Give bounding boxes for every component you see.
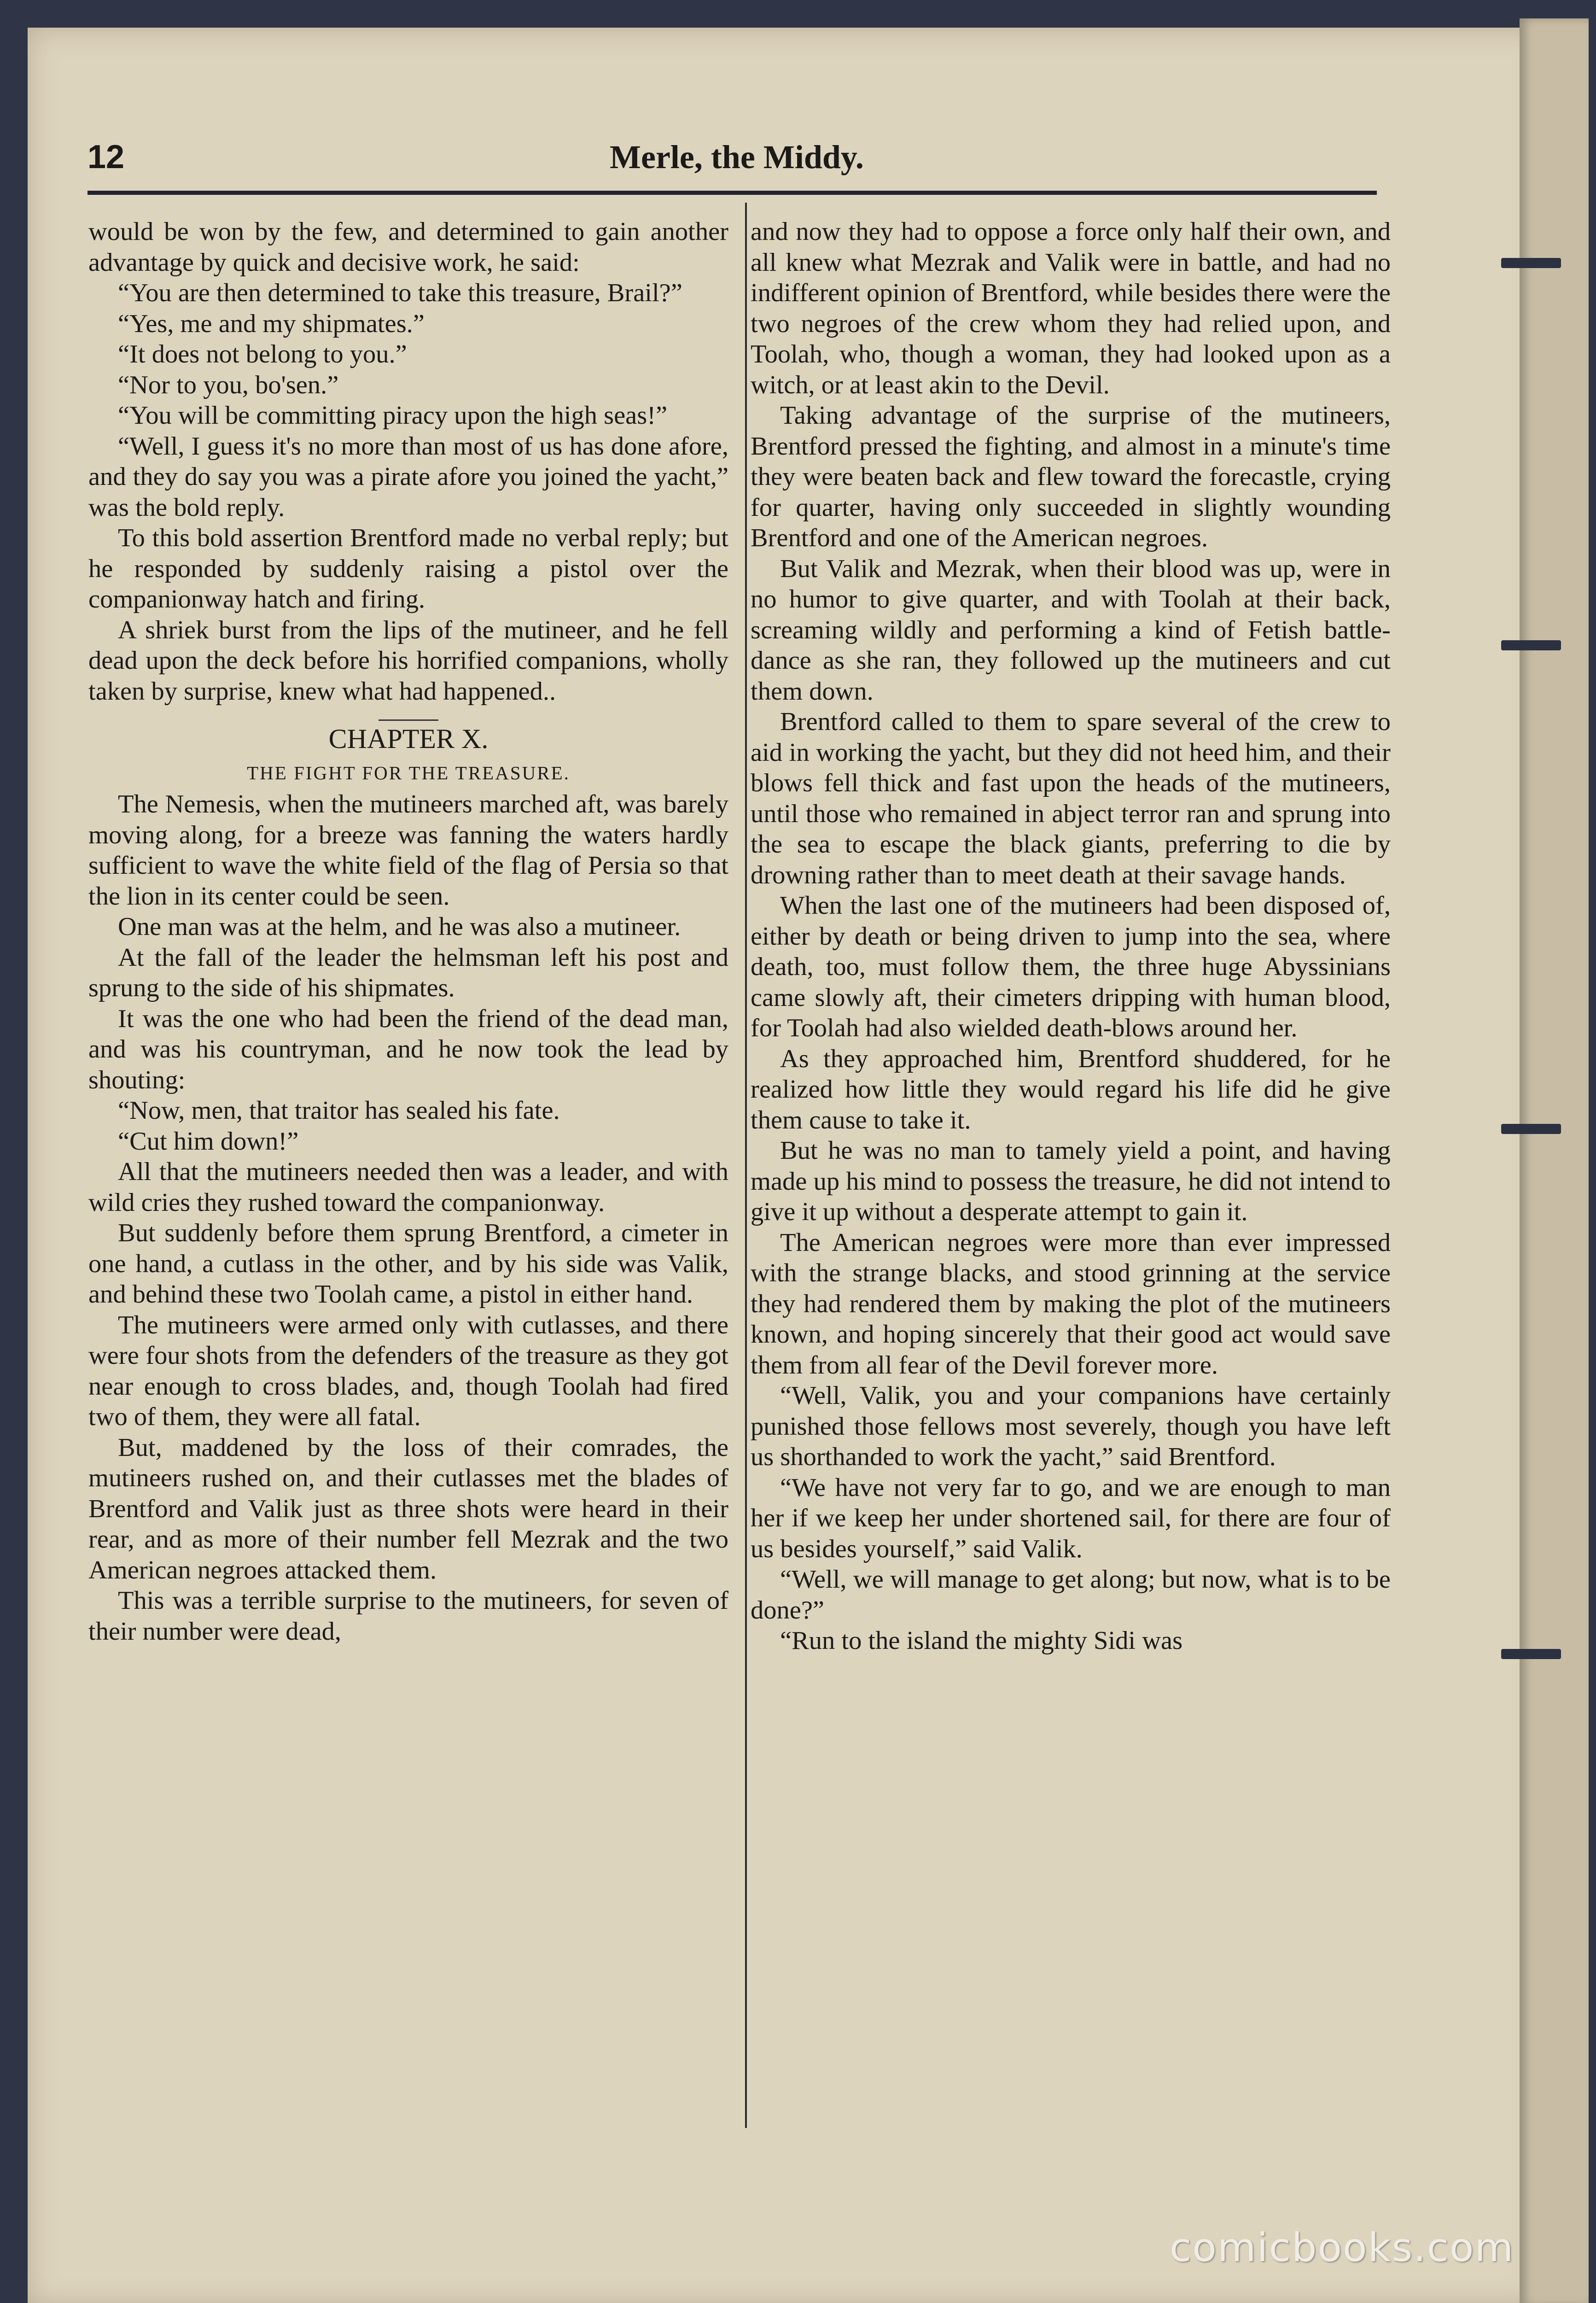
right-column xyxy=(751,216,1391,1656)
paragraph: The Nemesis, when the mutineers marched aft, was barely moving along, for a breeze was fanning the waters hardly sufficient to wave the white field of the flag of Persia so that the lion in its center could be seen. xyxy=(88,790,728,911)
paragraph: The mutineers were armed only with cutlasses, and there were four shots from the defenders of the treasure as they got near enough to cross blades, and, though Toolah had fired two of them, they were all fatal. xyxy=(88,1310,728,1431)
paragraph: “You are then determined to take this treasure, Brail?” xyxy=(118,279,682,307)
paragraph: At the fall of the leader the helmsman left his post and sprung to the side of his shipmates. xyxy=(88,943,728,1002)
paragraph: The American negroes were more than ever impressed with the strange blacks, and stood grinning at the service they had rendered them by making the plot of the mutineers known, and hoping sincerely that their good act would save them from all fear of the Devil forever more. xyxy=(751,1228,1391,1379)
paragraph: One man was at the helm, and he was also a mutineer. xyxy=(118,912,681,941)
running-title: Merle, the Middy. xyxy=(610,139,864,175)
paragraph: “Cut him down!” xyxy=(118,1127,299,1156)
binding-notch xyxy=(1501,1124,1561,1134)
page-number: 12 xyxy=(87,139,125,175)
paragraph: “Now, men, that traitor has sealed his fate. xyxy=(118,1096,560,1125)
paragraph: To this bold assertion Brentford made no verbal reply; but he responded by suddenly raising a pistol over the companionway hatch and firing. xyxy=(88,524,728,614)
paragraph: “We have not very far to go, and we are enough to man her if we keep her under shortened sail, for there are four of us besides yourself,” said Valik. xyxy=(751,1473,1391,1563)
paragraph: All that the mutineers needed then was a leader, and with wild cries they rushed toward the companionway. xyxy=(88,1157,728,1217)
paragraph: As they approached him, Brentford shuddered, for he realized how little they would regard his life did he give them cause to take it. xyxy=(751,1044,1391,1134)
binding-edge xyxy=(1520,18,1589,2303)
paragraph: When the last one of the mutineers had been disposed of, either by death or being driven to jump into the sea, where death, too, must follow them, the three huge Abyssinians came slowly aft, their cimeters dripping with human blood, for Toolah had also wielded death-blows around her. xyxy=(751,891,1391,1042)
column-divider xyxy=(745,203,747,2128)
paragraph: A shriek burst from the lips of the mutineer, and he fell dead upon the deck before his horrified companions, wholly taken by surprise, knew what had happened.. xyxy=(88,615,728,706)
paragraph: Brentford called to them to spare several of the crew to aid in working the yacht, but they did not heed him, and their blows fell thick and fast upon the heads of the mutineers, until those who remained in abject terror ran and sprung into the sea to escape the black giants, preferring to die by drowning rather than to meet death at their savage hands. xyxy=(751,707,1391,889)
chapter-title: CHAPTER X. xyxy=(328,724,489,754)
paragraph: “It does not belong to you.” xyxy=(118,340,407,368)
paragraph: It was the one who had been the friend of the dead man, and was his countryman, and he now took the lead by shouting: xyxy=(88,1004,728,1094)
binding-notch xyxy=(1501,640,1561,650)
paragraph: But suddenly before them sprung Brentford, a cimeter in one hand, a cutlass in the other, and by his side was Valik, and behind these two Toolah came, a pistol in either hand. xyxy=(88,1219,728,1309)
paragraph: This was a terrible surprise to the mutineers, for seven of their number were dead, xyxy=(88,1586,728,1646)
paragraph: “Well, Valik, you and your companions have certainly punished those fellows most severely, though you have left us shorthanded to work the yacht,” said Brentford. xyxy=(751,1381,1391,1471)
paragraph: But, maddened by the loss of their comrades, the mutineers rushed on, and their cutlasses met the blades of Brentford and Valik just as three shots were heard in their rear, and as more of their number fell Mezrak and the two American negroes attacked them. xyxy=(88,1433,728,1584)
paragraph: “Well, I guess it's no more than most of us has done afore, and they do say you was a pirate afore you joined the yacht,” was the bold reply. xyxy=(88,432,728,522)
paragraph: “Nor to you, bo'sen.” xyxy=(118,370,339,399)
paragraph: “You will be committing piracy upon the high seas!” xyxy=(118,401,668,430)
chapter-subtitle: THE FIGHT FOR THE TREASURE. xyxy=(247,762,570,783)
paragraph: would be won by the few, and determined to gain another advantage by quick and decisive work, he said: xyxy=(88,217,728,277)
paragraph: Taking advantage of the surprise of the mutineers, Brentford pressed the fighting, and almost in a minute's time they were beaten back and flew toward the forecastle, crying for quarter, having only succeeded in slightly wounding Brentford and one of the American negroes. xyxy=(751,401,1391,552)
paragraph: “Run to the island the mighty Sidi was xyxy=(780,1626,1183,1655)
paragraph: But Valik and Mezrak, when their blood was up, were in no humor to give quarter, and with Toolah at their back, screaming wildly and performing a kind of Fetish battle-dance as she ran, they followed up the mutineers and cut them down. xyxy=(751,554,1391,706)
binding-notch xyxy=(1501,1649,1561,1659)
watermark: comicbooks.com xyxy=(1170,2225,1514,2271)
left-column xyxy=(88,216,728,1647)
paragraph: “Well, we will manage to get along; but now, what is to be done?” xyxy=(751,1565,1391,1625)
paragraph: and now they had to oppose a force only half their own, and all knew what Mezrak and Valik were in battle, and had no indifferent opinion of Brentford, while besides there were the two negroes of the crew whom they had relied upon, and Toolah, who, though a woman, they had looked upon as a witch, or at least akin to the Devil. xyxy=(751,217,1391,399)
paragraph: “Yes, me and my shipmates.” xyxy=(118,309,425,338)
page-header xyxy=(87,138,1386,180)
binding-notch xyxy=(1501,258,1561,268)
header-rule xyxy=(87,191,1377,195)
paragraph: But he was no man to tamely yield a point, and having made up his mind to possess the treasure, he did not intend to give it up without a desperate attempt to gain it. xyxy=(751,1136,1391,1226)
